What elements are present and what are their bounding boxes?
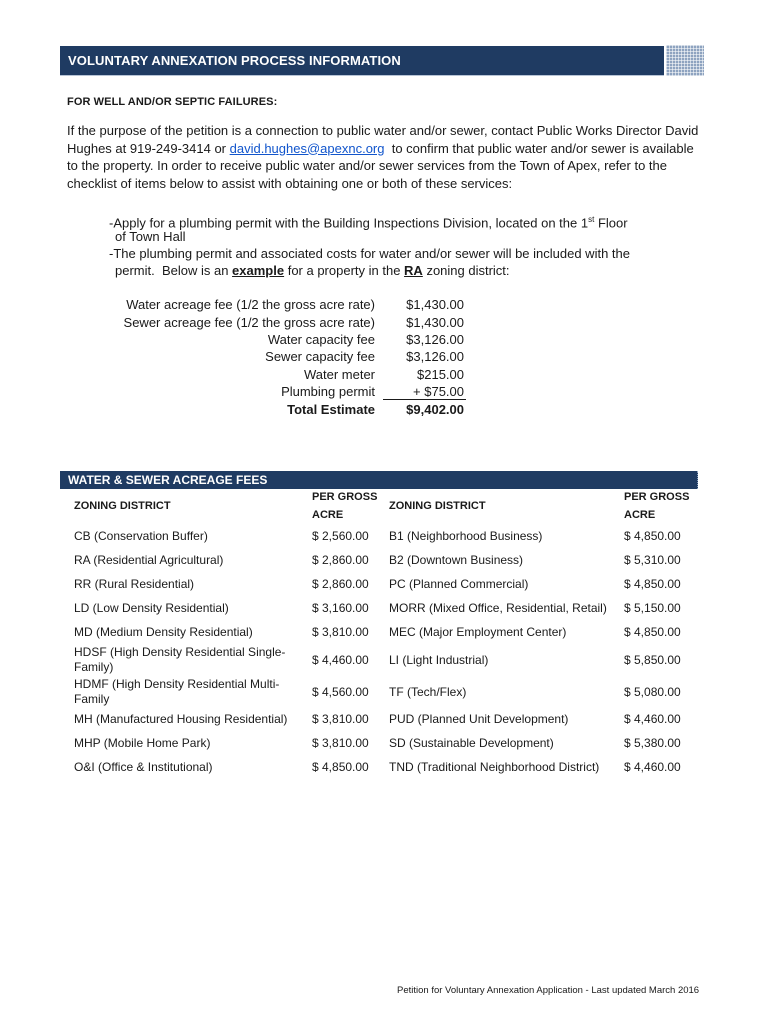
fee-amount: $9,402.00 — [406, 402, 464, 417]
decorative-grid — [664, 45, 704, 76]
fee-amount: $1,430.00 — [406, 297, 464, 312]
fee-per-acre: $ 4,460.00 — [624, 760, 681, 774]
column-header-per-gross: PER GROSS — [624, 491, 690, 503]
fee-per-acre: $ 5,310.00 — [624, 553, 681, 567]
fee-per-acre: $ 4,560.00 — [312, 685, 369, 699]
bullet-item-continued: of Town Hall — [115, 229, 186, 244]
zoning-district: PC (Planned Commercial) — [389, 577, 529, 591]
column-header-zoning: ZONING DISTRICT — [389, 500, 486, 512]
zoning-district: B1 (Neighborhood Business) — [389, 529, 543, 543]
fee-per-acre: $ 4,850.00 — [312, 760, 369, 774]
fee-per-acre: $ 5,850.00 — [624, 653, 681, 667]
intro-paragraph — [67, 122, 707, 192]
bullet-item: -The plumbing permit and associated costs for water and/or sewer will be included with the — [109, 246, 630, 261]
fee-per-acre: $ 4,460.00 — [624, 712, 681, 726]
fee-label: Total Estimate — [287, 402, 375, 417]
zoning-district: HDMF (High Density Residential Multi- — [74, 677, 280, 691]
zoning-district: B2 (Downtown Business) — [389, 553, 524, 567]
column-header-per-gross: PER GROSS — [312, 491, 378, 503]
bullet-text: Floor — [594, 215, 628, 231]
fee-amount: $3,126.00 — [406, 349, 464, 364]
fee-per-acre: $ 4,850.00 — [624, 577, 681, 591]
emphasis-ra: RA — [404, 263, 423, 278]
zoning-district: MEC (Major Employment Center) — [389, 625, 567, 639]
subheading: FOR WELL AND/OR SEPTIC FAILURES: — [67, 96, 278, 108]
fee-amount: $215.00 — [417, 367, 464, 382]
fee-per-acre: $ 3,810.00 — [312, 736, 369, 750]
email-link[interactable]: david.hughes@apexnc.org — [229, 140, 385, 156]
fee-amount: $1,430.00 — [406, 315, 464, 330]
fee-per-acre: $ 2,860.00 — [312, 577, 369, 591]
fee-per-acre: $ 4,850.00 — [624, 529, 681, 543]
zoning-district: MH (Manufactured Housing Residential) — [74, 712, 288, 726]
emphasis-example: example — [232, 263, 285, 278]
section-title: WATER & SEWER ACREAGE FEES — [68, 473, 268, 487]
zoning-district: MORR (Mixed Office, Residential, Retail) — [389, 601, 607, 615]
fee-label: Sewer capacity fee — [265, 349, 375, 364]
fee-per-acre: $ 4,850.00 — [624, 625, 681, 639]
fee-per-acre: $ 2,560.00 — [312, 529, 369, 543]
intro-text-start: If the purpose of the petition is a connection to public water and/or sewer, contact Public Works Director David Hughes at 919-249-3414 or — [67, 123, 699, 156]
fee-per-acre: $ 5,150.00 — [624, 601, 681, 615]
fee-per-acre: $ 4,460.00 — [312, 653, 369, 667]
section-title: VOLUNTARY ANNEXATION PROCESS INFORMATION — [68, 53, 401, 68]
fee-label: Water acreage fee (1/2 the gross acre rate) — [126, 297, 375, 312]
zoning-district-continued: Family) — [74, 660, 114, 674]
fee-label: Sewer acreage fee (1/2 the gross acre rate) — [123, 315, 375, 330]
bullet-item — [109, 211, 628, 231]
section-header-banner — [60, 46, 704, 76]
zoning-district: TND (Traditional Neighborhood District) — [389, 760, 600, 774]
column-header-zoning: ZONING DISTRICT — [74, 500, 171, 512]
fee-per-acre: $ 2,860.00 — [312, 553, 369, 567]
bullet-text: zoning district: — [422, 263, 510, 278]
zoning-district: PUD (Planned Unit Development) — [389, 712, 569, 726]
zoning-district: LI (Light Industrial) — [389, 653, 489, 667]
bullet-text: for a property in the — [284, 263, 405, 278]
zoning-district: MD (Medium Density Residential) — [74, 625, 253, 639]
page-footer: Petition for Voluntary Annexation Application - Last updated March 2016 — [397, 985, 700, 996]
zoning-district: LD (Low Density Residential) — [74, 601, 229, 615]
zoning-district: O&I (Office & Institutional) — [74, 760, 213, 774]
zoning-district: RA (Residential Agricultural) — [74, 553, 224, 567]
fee-per-acre: $ 5,380.00 — [624, 736, 681, 750]
zoning-district: SD (Sustainable Development) — [389, 736, 554, 750]
zoning-district: RR (Rural Residential) — [74, 577, 195, 591]
intro-text-end: to confirm that public water and/or sewer is available to the property. In order to receive public water and/or sewer services from the Town of Apex, refer to the checklist of items below to assist with obtaining one or both of these services: — [67, 140, 698, 191]
superscript: st — [588, 215, 595, 224]
fee-amount: $3,126.00 — [406, 332, 464, 347]
zoning-district: HDSF (High Density Residential Single- — [74, 645, 286, 659]
fee-amount: + $75.00 — [413, 384, 464, 399]
bullet-text: permit. Below is an — [115, 263, 233, 278]
fee-per-acre: $ 3,810.00 — [312, 625, 369, 639]
section-header-banner — [60, 471, 698, 489]
fee-label: Water capacity fee — [267, 332, 375, 347]
fee-per-acre: $ 3,160.00 — [312, 601, 369, 615]
column-header-acre: ACRE — [624, 509, 656, 521]
fee-label: Plumbing permit — [281, 384, 375, 399]
column-header-acre: ACRE — [312, 509, 344, 521]
bullet-text: -Apply for a plumbing permit with the Building Inspections Division, located on the 1 — [109, 215, 589, 231]
fee-label: Water meter — [303, 367, 375, 382]
bullet-item-continued — [115, 262, 510, 279]
fee-per-acre: $ 3,810.00 — [312, 712, 369, 726]
zoning-district: CB (Conservation Buffer) — [74, 529, 208, 543]
zoning-district: MHP (Mobile Home Park) — [74, 736, 211, 750]
zoning-district: TF (Tech/Flex) — [389, 685, 467, 699]
zoning-district-continued: Family — [74, 692, 110, 706]
total-divider — [383, 399, 466, 400]
fee-per-acre: $ 5,080.00 — [624, 685, 681, 699]
